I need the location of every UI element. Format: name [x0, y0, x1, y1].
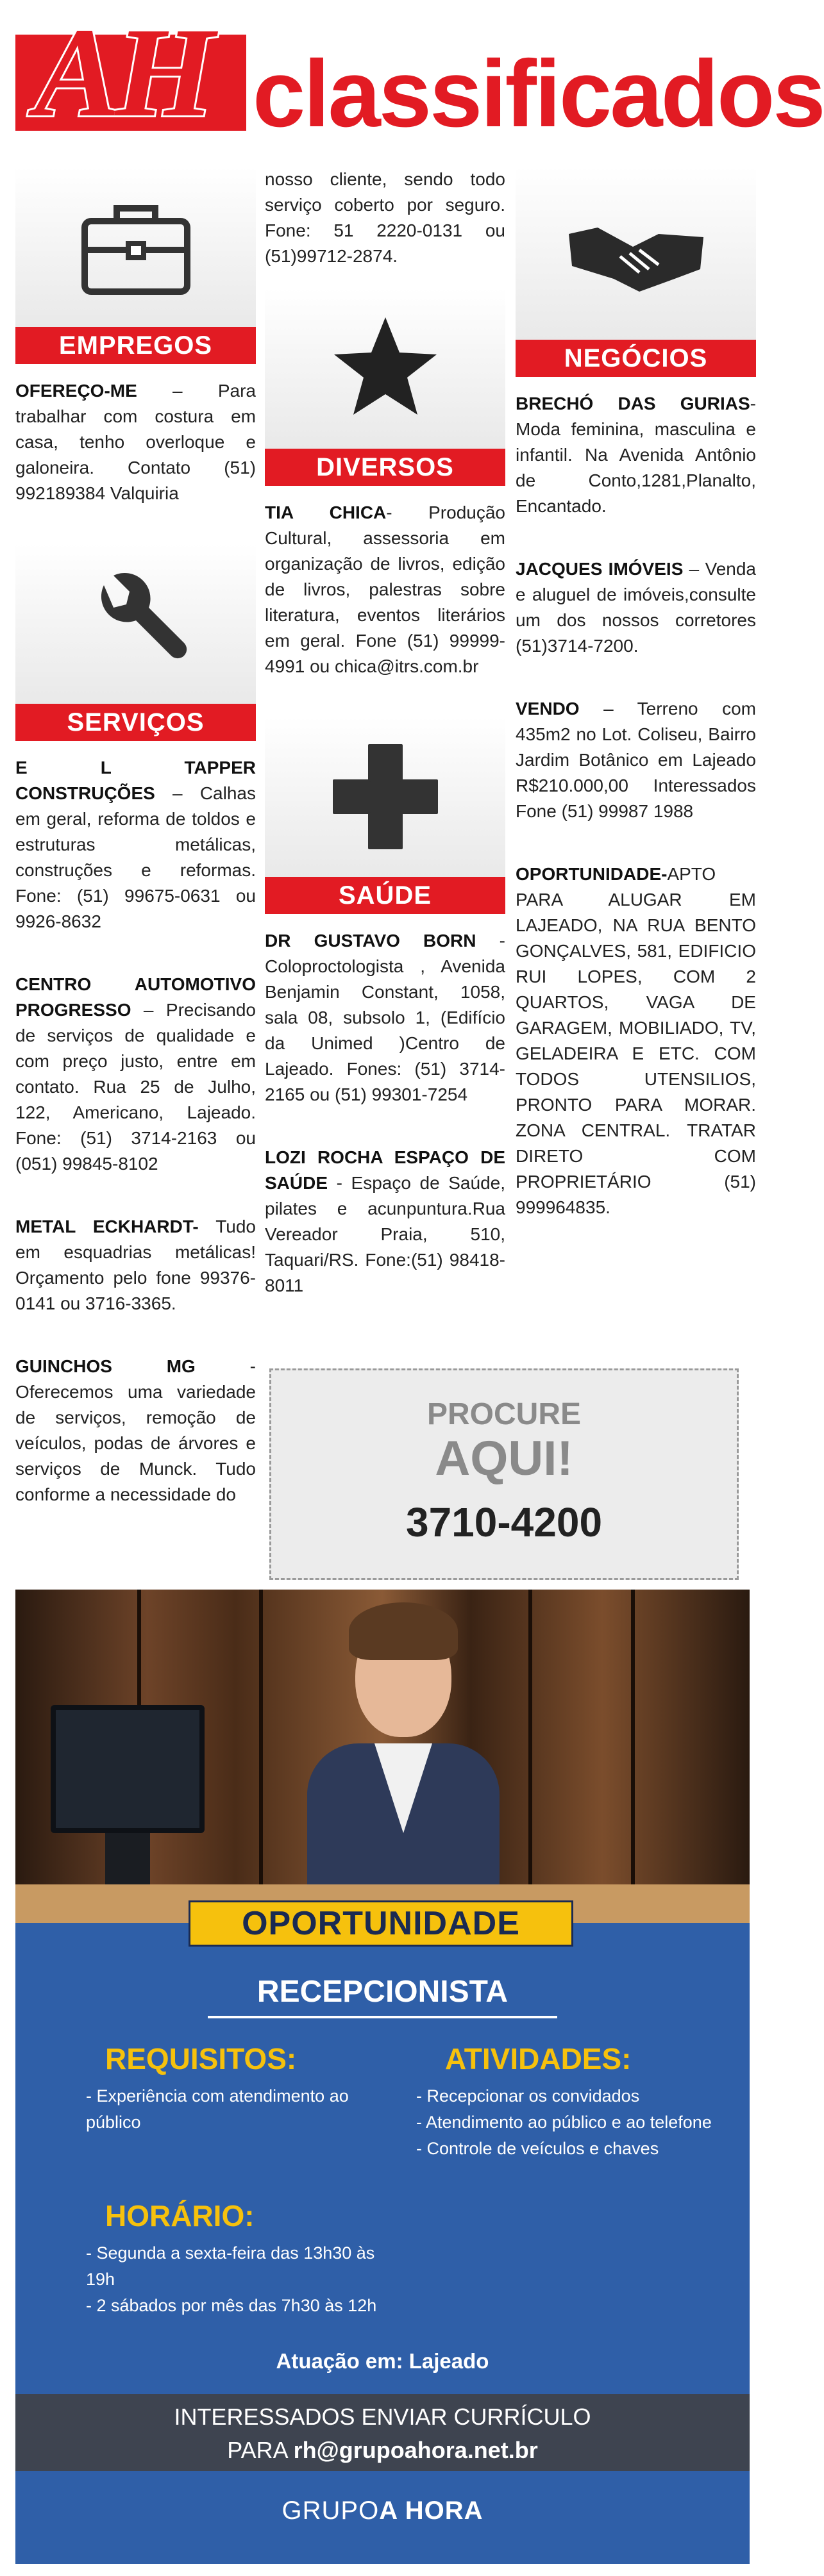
ad-dr-gustavo-born: DR GUSTAVO BORN - Coloproctologista , Avenida Benjamin Constant, 1058, sala 08, subsolo 1, (Edifício da Unimed )Centro de Lajeado. Fones: (51) 3714-2165 ou (51) 99301-7254 — [265, 931, 505, 1104]
procure-aqui-box — [269, 1368, 739, 1580]
footer-contact — [15, 2394, 750, 2471]
list-item: - 2 sábados por mês das 7h30 às 12h — [86, 2296, 377, 2315]
atividades-title: ATIVIDADES: — [445, 2042, 632, 2075]
briefcase-icon-box — [15, 167, 256, 327]
ad-ofereco-me: OFEREÇO-ME – Para trabalhar com costura em casa, tenho overloque e galoneira. Contato (51) 992189384 Valquiria — [15, 381, 256, 503]
ad-metal-eckhardt: METAL ECKHARDT- Tudo em esquadrias metálicas! Orçamento pelo fone 99376-0141 ou 3716-3365. — [15, 1217, 256, 1313]
ad-centro-automotivo: CENTRO AUTOMOTIVO PROGRESSO – Precisando de serviços de qualidade e com preço justo, entre em contato. Rua 25 de Julho, 122, Americano, Lajeado. Fone: (51) 3714-2163 ou (051) 99845-8102 — [15, 974, 256, 1174]
category-negocios: NEGÓCIOS — [516, 340, 756, 377]
list-item: - Controle de veículos e chaves — [416, 2139, 659, 2158]
cross-icon — [328, 739, 443, 854]
procure-label: PROCURE — [426, 1397, 582, 1431]
horario-list — [86, 2240, 381, 2319]
masthead — [15, 2, 824, 150]
logo-classificados: classificados — [253, 41, 824, 147]
atividades-list — [416, 2083, 724, 2162]
cross-icon-box — [265, 717, 505, 877]
oportunidade-banner: OPORTUNIDADE — [189, 1900, 573, 1947]
job-ad — [15, 1590, 750, 2564]
ad-oportunidade-apto: OPORTUNIDADE-APTO PARA ALUGAR EM LAJEADO, NA RUA BENTO GONÇALVES, 581, EDIFICIO RUI LOPES, COM 2 QUARTOS, VAGA DE GARAGEM, MOBILIADO, TV, GELADEIRA E ETC. COM TODOS UTENSILIOS, PRONTO PARA MORAR. ZONA CENTRAL. TRATAR DIRETO COM PROPRIETÁRIO (51) 999964835. — [516, 864, 756, 1217]
list-item: - Atendimento ao público e ao telefone — [416, 2113, 712, 2132]
category-diversos: DIVERSOS — [265, 449, 505, 486]
column-middle — [265, 167, 505, 1336]
column-right — [516, 167, 756, 1258]
grupo-a-hora-logo: GRUPOA HORA — [282, 2497, 483, 2525]
role-underline — [208, 2016, 557, 2018]
star-icon-box — [265, 288, 505, 449]
wrench-icon — [78, 566, 194, 681]
atuacao-text: Atuação em: Lajeado — [276, 2349, 489, 2373]
ad-lozi-rocha: LOZI ROCHA ESPAÇO DE SAÚDE - Espaço de Saúde, pilates e acunpuntura.Rua Vereador Praia, 510, Taquari/RS. Fone:(51) 98418-8011 — [265, 1147, 505, 1295]
category-saude: SAÚDE — [265, 877, 505, 914]
requisitos-list — [86, 2083, 381, 2136]
handshake-icon-box — [516, 167, 756, 340]
column-left — [15, 167, 256, 1545]
category-empregos: EMPREGOS — [15, 327, 256, 364]
handshake-icon — [562, 208, 710, 298]
ad-tia-chica: TIA CHICA- Produção Cultural, assessoria em organização de livros, edição de livros, palestras sobre literatura, eventos literários em geral. Fone (51) 99999-4991 ou chica@itrs.com.br — [265, 503, 505, 676]
email-link[interactable]: rh@grupoahora.net.br — [293, 2437, 538, 2463]
list-item: - Recepcionar os convidados — [416, 2086, 640, 2106]
list-item: - Experiência com atendimento ao público — [86, 2086, 349, 2132]
star-icon — [328, 311, 443, 426]
briefcase-icon — [72, 195, 200, 298]
ad-tapper: E L TAPPER CONSTRUÇÕES – Calhas em geral, reforma de toldos e estruturas metálicas, construções e reformas. Fone: (51) 99675-0631 ou 9926-8632 — [15, 758, 256, 931]
logo-ah: AH — [35, 2, 210, 144]
category-servicos: SERVIÇOS — [15, 704, 256, 741]
procure-phone: 3710-4200 — [405, 1499, 603, 1545]
wrench-icon-box — [15, 544, 256, 704]
ad-brecho: BRECHÓ DAS GURIAS- Moda feminina, masculina e infantil. Na Avenida Antônio de Conto,1281,Planalto, Encantado. — [516, 394, 756, 516]
receptionist-photo — [15, 1590, 750, 1923]
list-item: - Segunda a sexta-feira das 13h30 às 19h — [86, 2243, 375, 2289]
footer-line1: INTERESSADOS ENVIAR CURRÍCULO — [174, 2404, 591, 2430]
horario-title: HORÁRIO: — [105, 2199, 255, 2232]
ad-jacques-imoveis: JACQUES IMÓVEIS – Venda e aluguel de imóveis,consulte um dos nossos corretores (51)3714-7200. — [516, 559, 756, 656]
ad-continuation: nosso cliente, sendo todo serviço coberto por seguro. Fone: 51 2220-0131 ou (51)99712-2874. — [265, 169, 505, 266]
ad-guinchos-mg: GUINCHOS MG - Oferecemos uma variedade de serviços, remoção de veículos, podas de árvores e serviços de Munck. Tudo conforme a necessidade do — [15, 1356, 256, 1504]
ad-vendo-terreno: VENDO – Terreno com 435m2 no Lot. Coliseu, Bairro Jardim Botânico em Lajeado R$210.000,00 Interessados Fone (51) 99987 1988 — [516, 699, 756, 821]
aqui-label: AQUI! — [435, 1431, 573, 1486]
monitor-icon — [51, 1705, 205, 1833]
requisitos-title: REQUISITOS: — [105, 2042, 297, 2075]
job-details-panel — [15, 1923, 750, 2564]
job-role: RECEPCIONISTA — [256, 1975, 509, 2009]
footer-line2: PARA rh@grupoahora.net.br — [227, 2437, 538, 2463]
